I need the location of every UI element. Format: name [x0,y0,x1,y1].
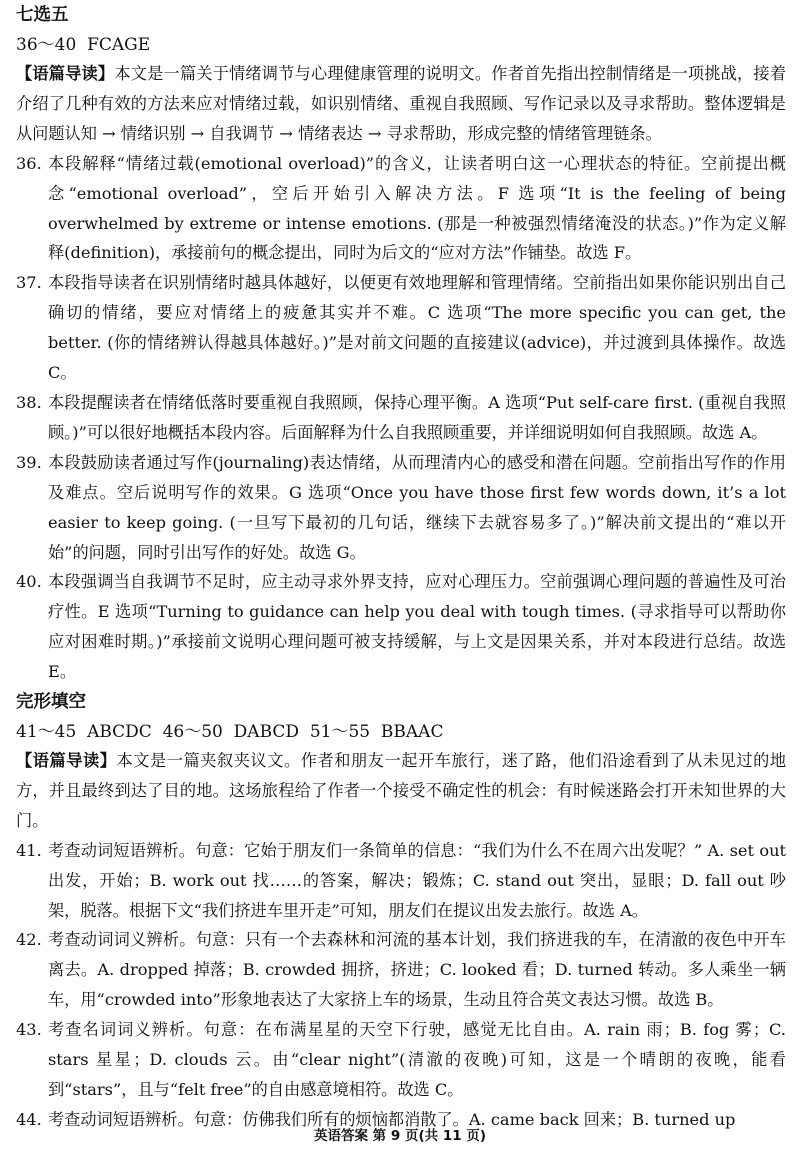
guide-tag: 【语篇导读】 [16,64,115,83]
item-number: 40. [16,572,42,592]
item-number: 36. [16,153,42,173]
guide-text: 本文是一篇关于情绪调节与心理健康管理的说明文。作者首先指出控制情绪是一项挑战，接着介绍了几种有效的方法来应对情绪过载，如识别情绪、重视自我照顾、写作记录以及寻求帮助。整体逻辑是从问题认知 → 情绪识别 → 自我调节 → 情绪表达 → 寻求帮助，形成完整的情绪管理链条。 [16,64,787,143]
item-text: 考查动词短语辨析。句意：它始于朋友们一条简单的信息：“我们为什么不在周六出发呢？” A. set out 出发，开始；B. work out 找……的答案，解决；锻炼；C. stand out 突出，显眼；D. fall out 吵架，脱落。根据下文“我们挤进车里开走”可知，朋友们在提议出发去旅行。故选 A。 [48,840,786,920]
item-number: 41. [16,840,42,860]
explanation-37 [16,268,786,388]
item-number: 39. [16,452,42,472]
answer-key-36-40: 36～40 FCAGE [16,35,151,55]
item-text: 考查动词词义辨析。句意：只有一个去森林和河流的基本计划，我们挤进我的车，在清澈的夜色中开车离去。A. dropped 掉落；B. crowded 拥挤，挤进；C. looked 看；D. turned 转动。多人乘坐一辆车，用“crowded into”形象地表达了大家挤上车的场景，生动且符合英文表达习惯。故选 B。 [48,930,786,1010]
item-text: 本段解释“情绪过载(emotional overload)”的含义，让读者明白这一心理状态的特征。空前提出概念“emotional overload”，空后开始引入解决方法。F 选项“It is the feeling of being overwhelmed by extreme or intense emotions. (那是一种被强烈情绪淹没的状态。)”作为定义解释(definition)，承接前句的概念提出，同时为后文的“应对方法”作铺垫。故选 F。 [48,153,786,263]
item-text: 本段鼓励读者通过写作(journaling)表达情绪，从而理清内心的感受和潜在问题。空前指出写作的作用及难点。空后说明写作的效果。G 选项“Once you have those first few words down, it’s a lot easier to keep going. (一旦写下最初的几句话，继续下去就容易多了。)”解决前文提出的“难以开始”的问题，同时引出写作的好处。故选 G。 [48,452,786,562]
answer-key-41-55: 41～45 ABCDC 46～50 DABCD 51～55 BBAAC [16,722,444,743]
item-text: 本段强调当自我调节不足时，应主动寻求外界支持，应对心理压力。空前强调心理问题的普遍性及可治疗性。E 选项“Turning to guidance can help you deal with tough times. (寻求指导可以帮助你应对困难时期。)”承接前文说明心理问题可被支持缓解，与上文是因果关系，并对本段进行总结。故选 E。 [48,572,786,682]
answer-page [16,0,786,1135]
explanation-40 [16,567,786,687]
item-text: 本段指导读者在识别情绪时越具体越好，以便更有效地理解和管理情绪。空前指出如果你能识别出自己确切的情绪，要应对情绪上的疲惫其实并不难。C 选项“The more specific you can get, the better. (你的情绪辨认得越具体越好。)”是对前文问题的直接建议(advice)，并过渡到具体操作。故选 C。 [48,273,786,383]
item-text: 考查动词短语辨析。句意：仿佛我们所有的烦恼都消散了。A. came back 回来；B. turned up [48,1109,736,1129]
item-number: 42. [16,930,42,950]
item-number: 37. [16,273,42,293]
guide-tag: 【语篇导读】 [16,751,117,771]
item-number: 38. [16,392,42,412]
item-number: 43. [16,1020,42,1040]
page-footer: 英语答案 第 9 页(共 11 页) [313,1128,487,1144]
reading-guide-1 [16,59,786,149]
section-title-seven-choose-five: 七选五 [16,5,69,25]
reading-guide-2 [16,746,786,836]
item-number: 44. [16,1109,42,1129]
explanation-42 [16,925,786,1015]
explanation-43 [16,1015,786,1105]
explanation-36 [16,149,786,269]
explanation-38 [16,388,786,448]
guide-text: 本文是一篇夹叙夹议文。作者和朋友一起开车旅行，迷了路，他们沿途看到了从未见过的地方，并且最终到达了目的地。这场旅程给了作者一个接受不确定性的机会：有时候迷路会打开未知世界的大门。 [16,751,787,830]
explanation-39 [16,448,786,568]
section-title-cloze: 完形填空 [16,692,86,713]
explanation-41 [16,836,786,926]
item-text: 本段提醒读者在情绪低落时要重视自我照顾，保持心理平衡。A 选项“Put self-care first. (重视自我照顾。)”可以很好地概括本段内容。后面解释为什么自我照顾重要，并详细说明如何自我照顾。故选 A。 [48,392,786,442]
item-text: 考查名词词义辨析。句意：在布满星星的天空下行驶，感觉无比自由。A. rain 雨；B. fog 雾；C. stars 星星；D. clouds 云。由“clear night”(清澈的夜晚)可知，这是一个晴朗的夜晚，能看到“stars”，且与“felt free”的自由感意境相符。故选 C。 [48,1020,786,1099]
